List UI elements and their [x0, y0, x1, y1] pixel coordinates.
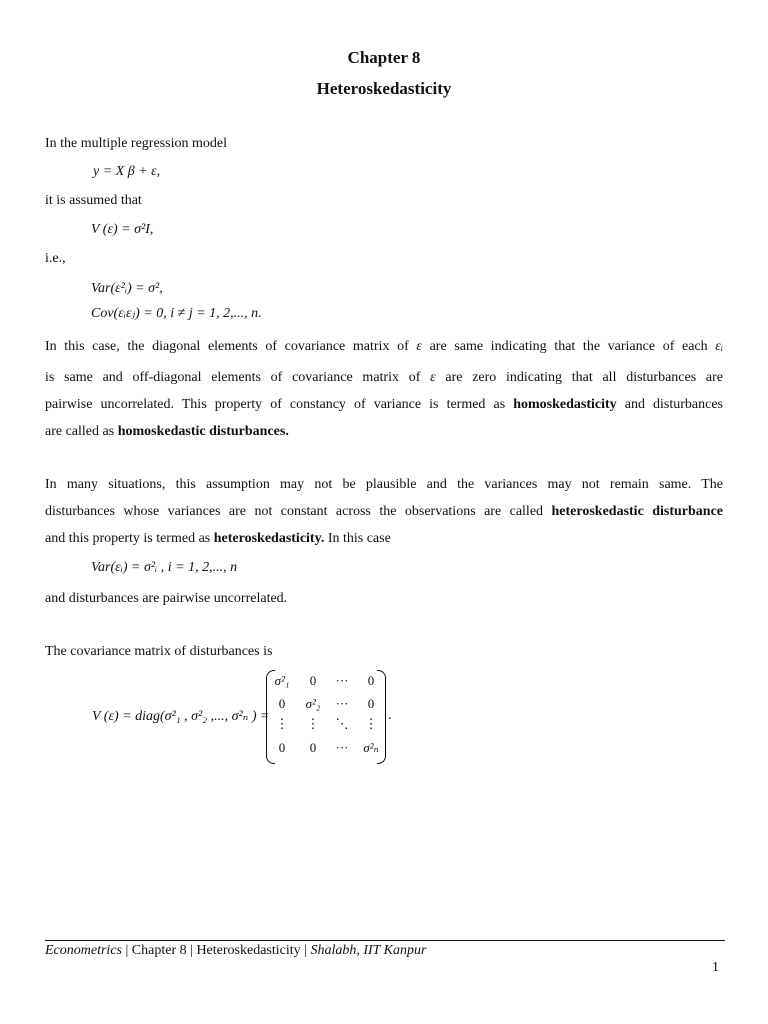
page-title: Heteroskedasticity	[316, 79, 452, 98]
text-span: and disturbances	[624, 397, 723, 412]
paragraph-line	[45, 504, 723, 520]
paragraph-text: The covariance matrix of disturbances is	[45, 644, 273, 659]
equation-cov: Cov(εᵢεⱼ) = 0, i ≠ j = 1, 2,..., n.	[91, 306, 262, 321]
equation-var: Var(ε²ᵢ) = σ²,	[91, 281, 163, 296]
covariance-matrix	[266, 670, 386, 762]
paragraph-line: In many situations, this assumption may not be plausible and the variances may not remain same. The	[45, 477, 723, 492]
text-span: is same and off-diagonal elements of covariance matrix of	[45, 370, 421, 385]
matrix-cell: 0	[278, 740, 286, 755]
matrix-cell: ···	[335, 696, 349, 711]
footer-chapter: Chapter 8	[131, 943, 187, 958]
paragraph-text: and disturbances are pairwise uncorrelated.	[45, 591, 288, 606]
text-span: In this case, the diagonal elements of covariance matrix of	[45, 339, 409, 354]
matrix-cell: 0	[278, 696, 286, 711]
bold-term: heteroskedasticity.	[213, 531, 325, 546]
equation-period: .	[388, 708, 392, 723]
bold-term: homoskedastic disturbances.	[117, 424, 289, 439]
text-span: are called as	[45, 424, 115, 439]
paragraph-text: i.e.,	[45, 251, 66, 266]
paragraph-line	[45, 339, 723, 355]
footer-author: Shalabh, IIT Kanpur	[310, 943, 427, 958]
text-span: disturbances whose variances are not constant across the observations are called	[45, 504, 544, 519]
chapter-heading: Chapter 8	[347, 48, 421, 67]
equation-diag: V (ε) = diag(σ²₁ , σ²₂ ,..., σ²ₙ ) =	[92, 709, 270, 724]
footer-running-head	[45, 943, 426, 959]
equation-model: y = X β + ε,	[93, 164, 161, 179]
matrix-cell: 0	[309, 740, 317, 755]
matrix-cell: ⋱	[335, 716, 349, 731]
footer-topic: Heteroskedasticity	[196, 943, 301, 958]
page-number: 1	[712, 960, 719, 975]
paragraph-text: it is assumed that	[45, 193, 142, 208]
math-symbol: εᵢ	[715, 339, 724, 354]
text-span: and this property is termed as	[45, 531, 211, 546]
paragraph-line	[45, 370, 723, 386]
equation-heteroskedastic-var: Var(εᵢ) = σ²ᵢ , i = 1, 2,..., n	[91, 560, 238, 575]
paragraph-line	[45, 531, 391, 547]
footer-separator: |	[125, 943, 129, 958]
bold-term: heteroskedastic disturbance	[551, 504, 724, 519]
matrix-cell: ···	[335, 740, 349, 755]
matrix-cell: 0	[309, 673, 317, 688]
text-span: In this case	[327, 531, 391, 546]
matrix-cell: σ²₂	[305, 696, 321, 711]
matrix-cell: σ²₁	[274, 673, 290, 688]
text-span: are same indicating that the variance of each	[429, 339, 708, 354]
math-symbol: ε	[430, 370, 436, 385]
footer-book: Econometrics	[45, 943, 122, 958]
paragraph-text: In the multiple regression model	[45, 136, 227, 151]
paragraph-line	[45, 397, 723, 413]
footer-separator: |	[190, 943, 193, 958]
matrix-cell: ⋮	[275, 716, 289, 731]
footer-separator: |	[304, 943, 307, 958]
paragraph-line	[45, 424, 289, 440]
text-span: pairwise uncorrelated. This property of constancy of variance is termed as	[45, 397, 506, 412]
matrix-cell: ···	[335, 673, 349, 688]
matrix-cell: ⋮	[306, 716, 320, 731]
math-symbol: ε	[416, 339, 422, 354]
equation-variance-matrix: V (ε) = σ²I,	[91, 222, 154, 237]
footer-rule	[45, 940, 725, 941]
text-span: are zero indicating that all disturbances are	[445, 370, 723, 385]
matrix-cell: 0	[367, 673, 375, 688]
matrix-cell: σ²ₙ	[363, 740, 379, 755]
matrix-cell: ⋮	[364, 716, 378, 731]
matrix-cell: 0	[367, 696, 375, 711]
bold-term: homoskedasticity	[513, 397, 617, 412]
